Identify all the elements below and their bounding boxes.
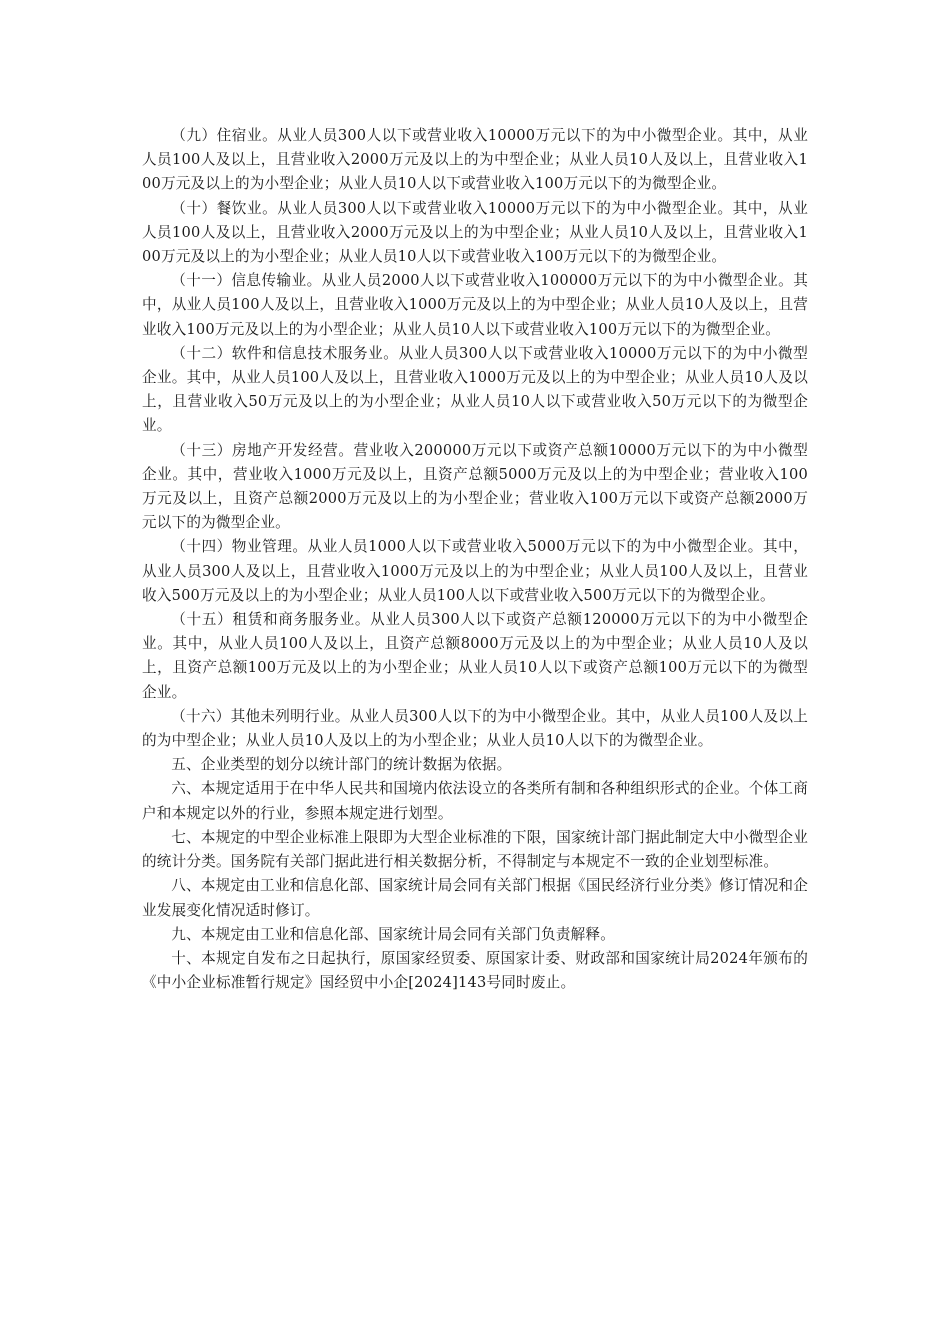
- paragraph-information-transmission: （十一）信息传输业。从业人员2000人以下或营业收入100000万元以下的为中小微型企业。其中，从业人员100人及以上，且营业收入1000万元及以上的为中型企业；从业人员10人及以上，且营业收入100万元及以上的为小型企业；从业人员10人以下或营业收入100万元以下的为微型企业。: [142, 272, 808, 338]
- paragraph-real-estate: （十三）房地产开发经营。营业收入200000万元以下或资产总额10000万元以下的为中小微型企业。其中，营业收入1000万元及以上，且资产总额5000万元及以上的为中型企业；营业收入100万元及以上，且资产总额2000万元及以上的为小型企业；营业收入100万元以下或资产总额2000万元以下的为微型企业。: [142, 441, 808, 532]
- paragraph-article-6: 六、本规定适用于在中华人民共和国境内依法设立的各类所有制和各种组织形式的企业。个体工商户和本规定以外的行业，参照本规定进行划型。: [142, 780, 808, 822]
- paragraph-article-5: 五、企业类型的划分以统计部门的统计数据为依据。: [171, 756, 512, 774]
- paragraph-article-10: 十、本规定自发布之日起执行，原国家经贸委、原国家计委、财政部和国家统计局2024年颁布的《中小企业标准暂行规定》国经贸中小企[2024]143号同时废止。: [142, 949, 808, 992]
- paragraph-software-it-services: （十二）软件和信息技术服务业。从业人员300人以下或营业收入10000万元以下的为中小微型企业。其中，从业人员100人及以上，且营业收入1000万元及以上的为中型企业；从业人员10人及以上，且营业收入50万元及以上的为小型企业；从业人员10人以下或营业收入50万元以下的为微型企业。: [142, 344, 808, 435]
- paragraph-article-8: 八、本规定由工业和信息化部、国家统计局会同有关部门根据《国民经济行业分类》修订情况和企业发展变化情况适时修订。: [142, 877, 808, 919]
- paragraph-other-industries: （十六）其他未列明行业。从业人员300人以下的为中小微型企业。其中，从业人员100人及以上的为中型企业；从业人员10人及以上的为小型企业；从业人员10人以下的为微型企业。: [142, 707, 808, 750]
- document-body: [142, 124, 808, 995]
- paragraph-property-management: （十四）物业管理。从业人员1000人以下或营业收入5000万元以下的为中小微型企业。其中，从业人员300人及以上，且营业收入1000万元及以上的为中型企业；从业人员100人及以上，且营业收入500万元及以上的为小型企业；从业人员100人以下或营业收入500万元以下的为微型企业。: [142, 538, 808, 604]
- paragraph-leasing-business-services: （十五）租赁和商务服务业。从业人员300人以下或资产总额120000万元以下的为中小微型企业。其中，从业人员100人及以上，且资产总额8000万元及以上的为中型企业；从业人员10人及以上，且资产总额100万元及以上的为小型企业；从业人员10人以下或资产总额100万元以下的为微型企业。: [142, 611, 808, 701]
- paragraph-article-7: 七、本规定的中型企业标准上限即为大型企业标准的下限，国家统计部门据此制定大中小微型企业的统计分类。国务院有关部门据此进行相关数据分析，不得制定与本规定不一致的企业划型标准。: [142, 828, 808, 871]
- paragraph-article-9: 九、本规定由工业和信息化部、国家统计局会同有关部门负责解释。: [171, 925, 616, 943]
- paragraph-accommodation: （九）住宿业。从业人员300人以下或营业收入10000万元以下的为中小微型企业。其中，从业人员100人及以上，且营业收入2000万元及以上的为中型企业；从业人员10人及以上，且营业收入100万元及以上的为小型企业；从业人员10人以下或营业收入100万元以下的为微型企业。: [142, 127, 808, 193]
- paragraph-catering: （十）餐饮业。从业人员300人以下或营业收入10000万元以下的为中小微型企业。其中，从业人员100人及以上，且营业收入2000万元及以上的为中型企业；从业人员10人及以上，且营业收入100万元及以上的为小型企业；从业人员10人以下或营业收入100万元以下的为微型企业。: [142, 199, 808, 266]
